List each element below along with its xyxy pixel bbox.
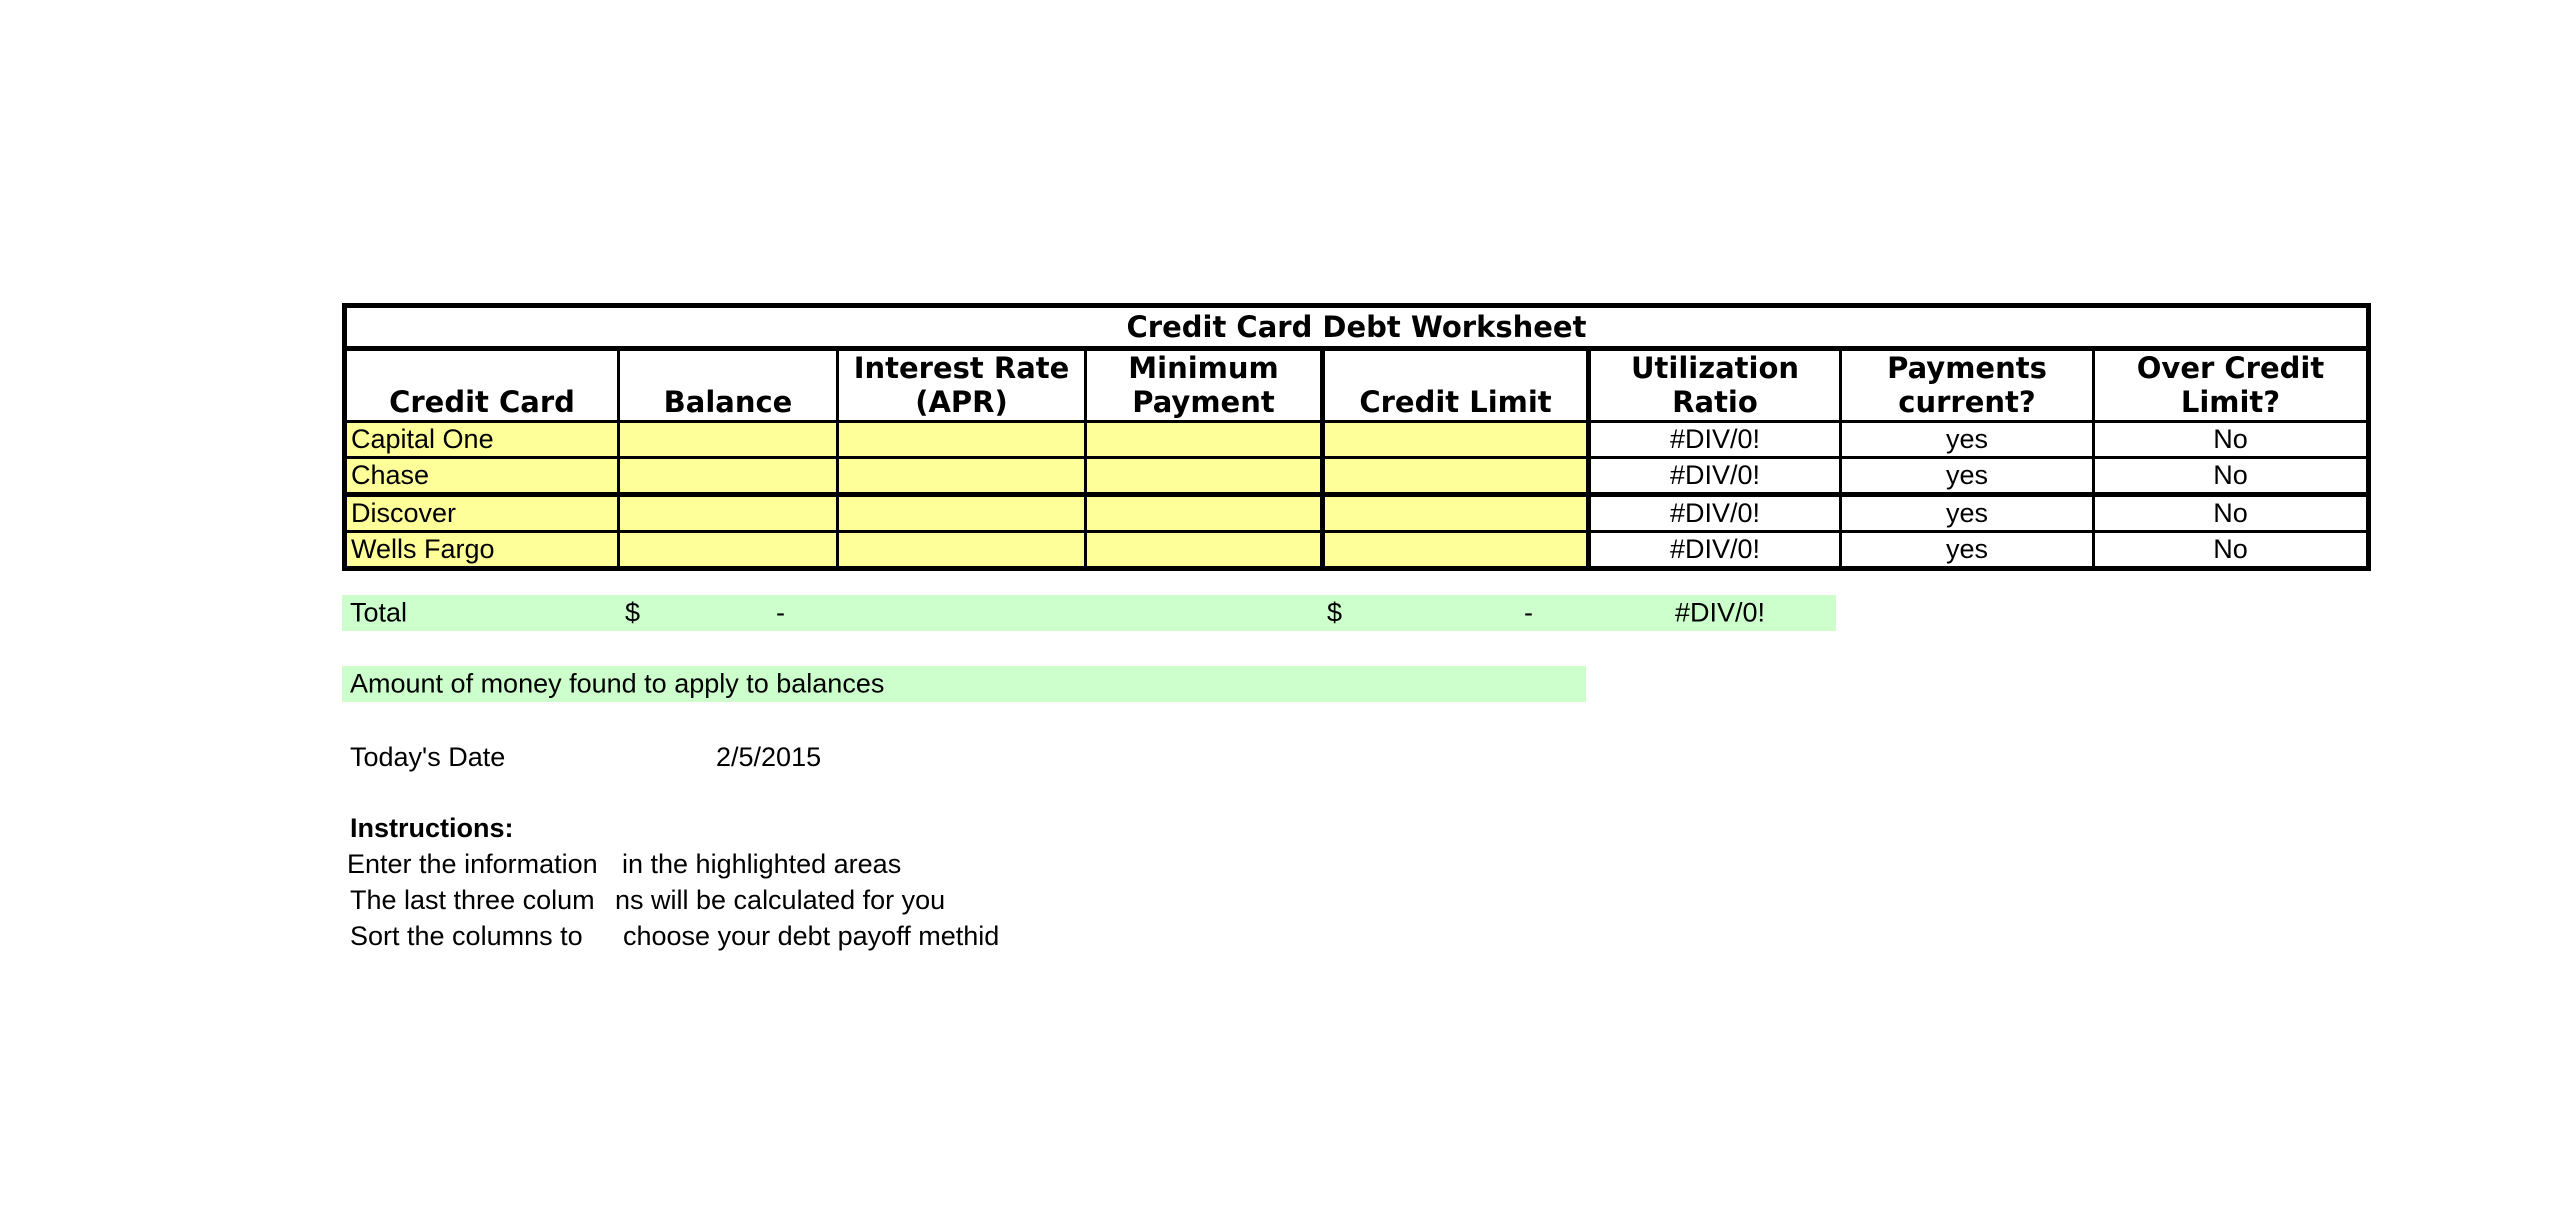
card-name-cell[interactable]: Chase [345,458,619,495]
header-utilization-ratio: Utilization Ratio [1589,349,1841,422]
money-found-field[interactable] [342,666,1586,702]
header-credit-card: Credit Card [345,349,619,422]
header-credit-limit: Credit Limit [1323,349,1589,422]
total-label: Total [350,597,408,628]
utilization-cell: #DIV/0! [1589,422,1841,458]
table-row [345,495,2369,532]
balance-cell[interactable] [619,458,838,495]
total-balance-value: - [776,597,785,628]
balance-cell[interactable] [619,422,838,458]
table-row [345,458,2369,495]
table-row [345,532,2369,569]
credit-limit-cell[interactable] [1323,458,1589,495]
total-balance-currency: $ [625,597,641,628]
header-payments-current: Payments current? [1841,349,2094,422]
apr-cell[interactable] [838,532,1086,569]
apr-cell[interactable] [838,458,1086,495]
payments-current-cell: yes [1841,422,2094,458]
header-interest-rate: Interest Rate (APR) [838,349,1086,422]
payments-current-cell: yes [1841,458,2094,495]
minimum-payment-cell[interactable] [1086,532,1323,569]
instructions-line-1b: in the highlighted areas [622,849,902,879]
minimum-payment-cell[interactable] [1086,495,1323,532]
instructions-line-2a: The last three colum [350,885,595,915]
instructions-line-3a: Sort the columns to [350,921,583,951]
total-limit-currency: $ [1327,597,1343,628]
credit-limit-cell[interactable] [1323,532,1589,569]
payments-current-cell: yes [1841,532,2094,569]
table-row [345,422,2369,458]
payments-current-cell: yes [1841,495,2094,532]
totals-row [342,595,1836,631]
date-value: 2/5/2015 [716,742,822,772]
date-label: Today's Date [350,742,506,772]
card-name-cell[interactable]: Capital One [345,422,619,458]
apr-cell[interactable] [838,495,1086,532]
balance-cell[interactable] [619,532,838,569]
worksheet-title: Credit Card Debt Worksheet [345,306,2369,349]
header-minimum-payment: Minimum Payment [1086,349,1323,422]
instructions-line-1a: Enter the information [347,849,598,879]
over-limit-cell: No [2094,458,2369,495]
header-balance: Balance [619,349,838,422]
instructions-line-2b: ns will be calculated for you [615,885,946,915]
over-limit-cell: No [2094,532,2369,569]
card-name-cell[interactable]: Discover [345,495,619,532]
header-over-credit-limit: Over Credit Limit? [2094,349,2369,422]
credit-limit-cell[interactable] [1323,422,1589,458]
utilization-cell: #DIV/0! [1589,458,1841,495]
card-name-cell[interactable]: Wells Fargo [345,532,619,569]
credit-limit-cell[interactable] [1323,495,1589,532]
utilization-cell: #DIV/0! [1589,532,1841,569]
utilization-cell: #DIV/0! [1589,495,1841,532]
instructions-line-3b: choose your debt payoff methid [623,921,1000,951]
balance-cell[interactable] [619,495,838,532]
minimum-payment-cell[interactable] [1086,458,1323,495]
apr-cell[interactable] [838,422,1086,458]
instructions-heading: Instructions: [350,813,514,843]
minimum-payment-cell[interactable] [1086,422,1323,458]
total-limit-value: - [1524,597,1533,628]
credit-card-debt-worksheet [342,303,2371,571]
money-found-label: Amount of money found to apply to balances [350,668,885,699]
over-limit-cell: No [2094,422,2369,458]
total-utilization: #DIV/0! [1674,597,1766,628]
over-limit-cell: No [2094,495,2369,532]
